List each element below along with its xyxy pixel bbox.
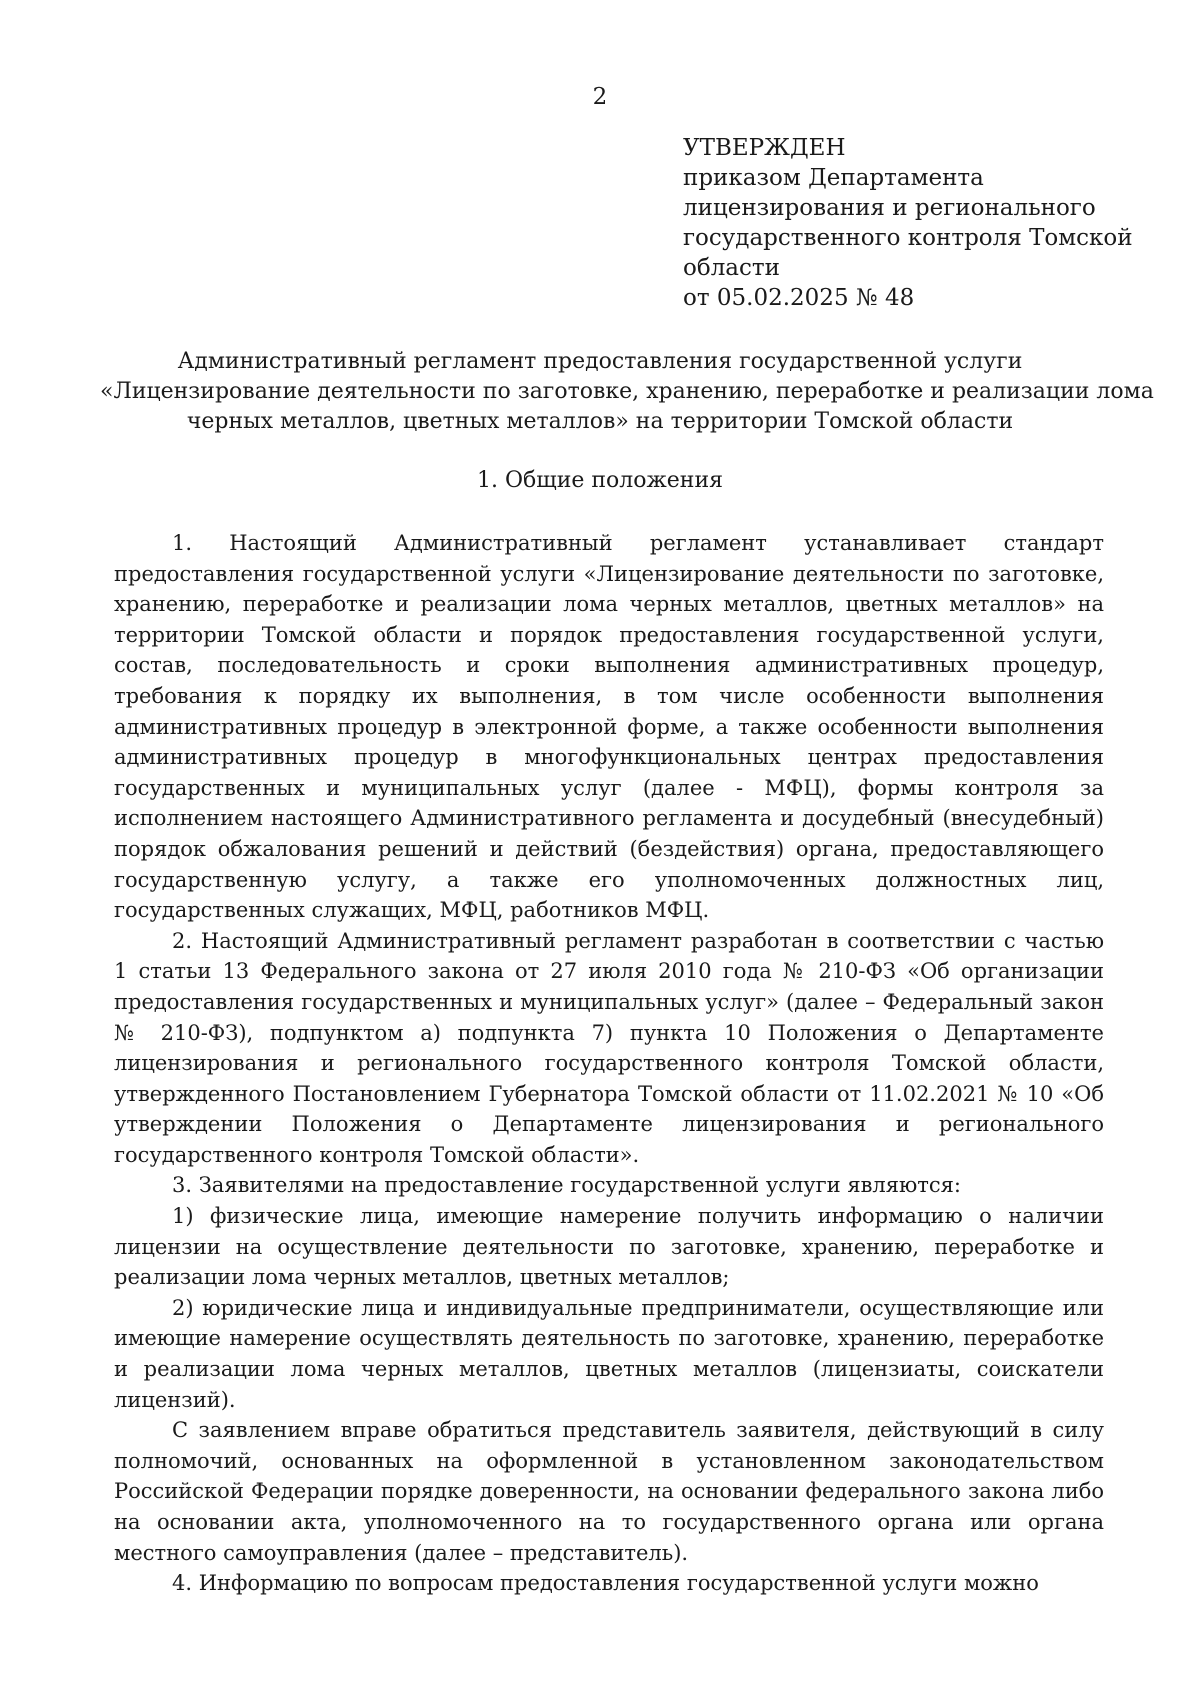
paragraph-representative: С заявлением вправе обратиться представитель заявителя, действующий в силу полномочий, основанных на оформленной в установленном законодательством Российской Федерации порядке доверенности, на основании федерального закона либо на основании акта, уполномоченного на то государственного органа или органа местного самоуправления (далее – представитель). [114, 1418, 1104, 1565]
title-line: Административный регламент предоставления государственной услуги [177, 349, 1023, 374]
approval-line: лицензирования и регионального [683, 195, 1096, 221]
page-number: 2 [592, 84, 608, 110]
paragraph-3-item-1: 1) физические лица, имеющие намерение получить информацию о наличии лицензии на осуществление деятельности по заготовке, хранению, переработке и реализации лома черных металлов, цветных металлов; [114, 1204, 1104, 1290]
title-line: «Лицензирование деятельности по заготовке, хранению, переработке и реализации лома [100, 379, 1154, 404]
approval-line: приказом Департамента [683, 165, 984, 191]
approval-line: государственного контроля Томской [683, 225, 1133, 251]
section-heading: 1. Общие положения [477, 468, 723, 493]
paragraph-1: 1. Настоящий Административный регламент устанавливает стандарт предоставления государственной услуги «Лицензирование деятельности по заготовке, хранению, переработке и реализации лома черных металлов, цветных металлов» на территории Томской области и порядок предоставления государственной услуги, состав, последовательность и сроки выполнения административных процедур, требования к порядку их выполнения, в том числе особенности выполнения административных процедур в электронной форме, а также особенности выполнения административных процедур в многофункциональных центрах предоставления государственных и муниципальных услуг (далее - МФЦ), формы контроля за исполнением настоящего Административного регламента и досудебный (внесудебный) порядок обжалования решений и действий (бездействия) органа, предоставляющего государственную услугу, а также его уполномоченных должностных лиц, государственных служащих, МФЦ, работников МФЦ. [114, 531, 1104, 923]
document-title [100, 347, 1154, 437]
approval-heading: УТВЕРЖДЕН [683, 135, 846, 161]
title-line: черных металлов, цветных металлов» на территории Томской области [186, 409, 1014, 434]
paragraph-4: 4. Информацию по вопросам предоставления государственной услуги можно [172, 1571, 1039, 1596]
paragraph-3-item-2: 2) юридические лица и индивидуальные предприниматели, осуществляющие или имеющие намерение осуществлять деятельность по заготовке, хранению, переработке и реализации лома черных металлов, цветных металлов (лицензиаты, соискатели лицензий). [114, 1295, 1104, 1412]
paragraph-2: 2. Настоящий Административный регламент разработан в соответствии с частью 1 статьи 13 Федерального закона от 27 июля 2010 года № 210-ФЗ «Об организации предоставления государственных и муниципальных услуг» (далее – Федеральный закон № 210-ФЗ), подпунктом а) подпункта 7) пункта 10 Положения о Департаменте лицензирования и регионального государственного контроля Томской области, утвержденного Постановлением Губернатора Томской области от 11.02.2021 № 10 «Об утверждении Положения о Департаменте лицензирования и регионального государственного контроля Томской области». [114, 928, 1104, 1167]
approval-block [683, 133, 1153, 313]
paragraph-3: 3. Заявителями на предоставление государственной услуги являются: [172, 1173, 961, 1198]
approval-line: от 05.02.2025 № 48 [683, 285, 915, 311]
body-text [114, 528, 1104, 1599]
approval-line: области [683, 255, 780, 281]
